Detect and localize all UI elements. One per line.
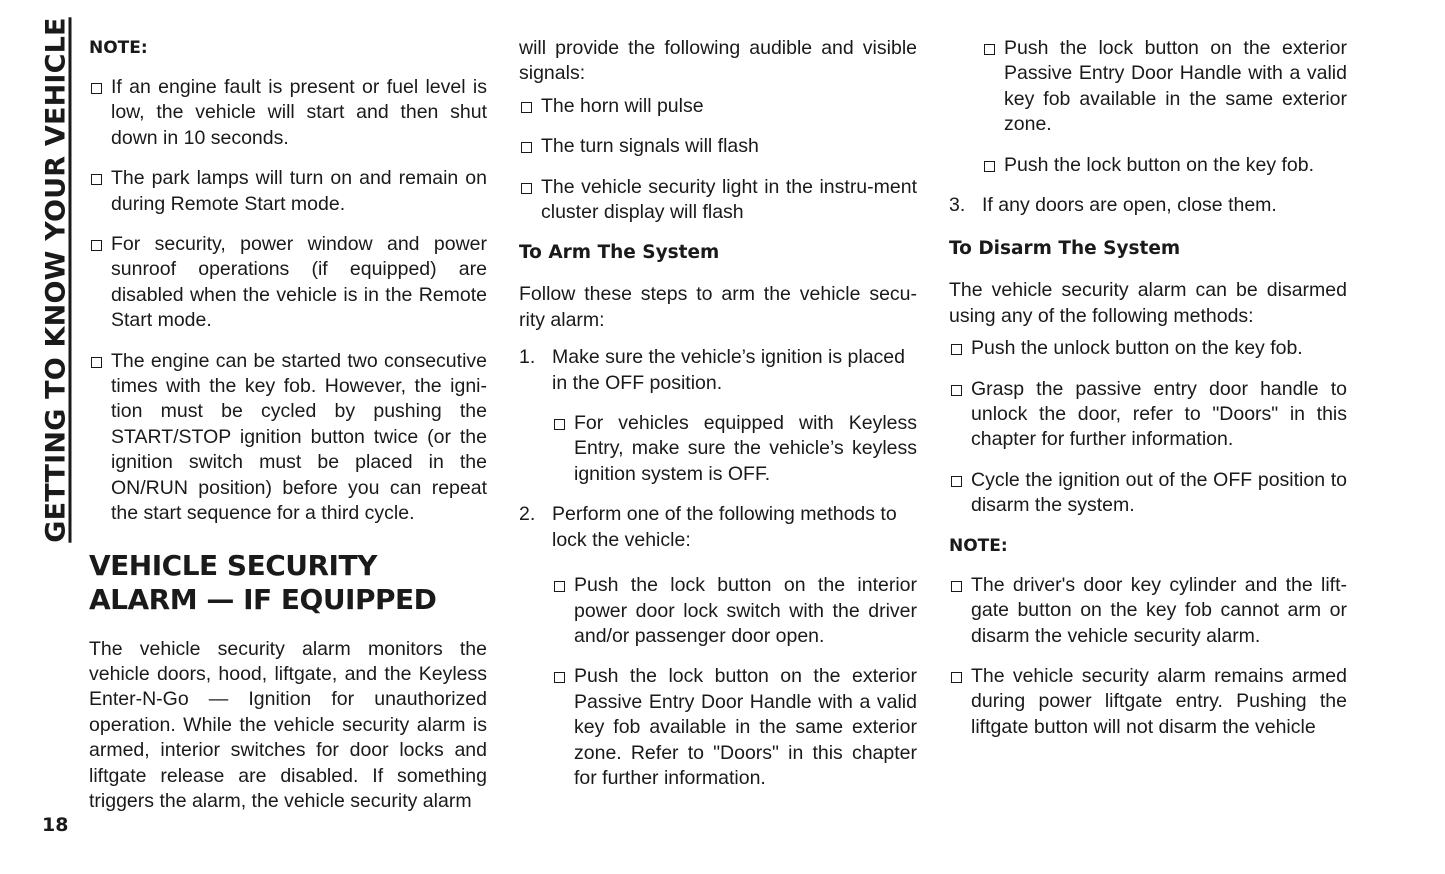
step-sub-bullet: Push the lock button on the exterior Passive Entry Door Handle with a valid key fob available in the same exterior zone. Refer to "Doors" in this chapter for further information. (552, 664, 917, 791)
disarm-bullet: Push the unlock button on the key fob. (949, 336, 1347, 361)
section-heading: VEHICLE SECURITY ALARM — IF EQUIPPED (89, 548, 437, 616)
note-label: NOTE: (89, 38, 148, 58)
step-sub-bullet: Push the lock button on the key fob. (982, 153, 1347, 178)
section-side-title (24, 17, 88, 543)
signal-bullet: The horn will pulse (519, 94, 917, 119)
note-bullet: The vehicle security alarm remains armed during power liftgate entry. Pushing the liftgate button will not disarm the vehicle (949, 664, 1347, 740)
disarm-bullet: Grasp the passive entry door handle to unlock the door, refer to "Doors" in this chapter for further information. (949, 377, 1347, 453)
side-title-text: GETTING TO KNOW YOUR VEHICLE (40, 17, 72, 543)
step-text: Make sure the vehicle’s ignition is placed in the OFF position. (552, 346, 905, 394)
column-2 (519, 36, 917, 806)
step-sub-bullet: For vehicles equipped with Keyless Entry, make sure the vehicle’s keyless ignition system is OFF. (552, 411, 917, 487)
subheading-arm: To Arm The System (519, 242, 720, 264)
step-item (519, 345, 917, 396)
body-paragraph: will provide the following audible and visible signals: (519, 37, 917, 85)
step-sub-bullet: Push the lock button on the interior power door lock switch with the driver and/or passenger door open. (552, 573, 917, 649)
page-number: 18 (42, 814, 69, 836)
note-bullet: If an engine fault is present or fuel level is low, the vehicle will start and then shut down in 10 seconds. (89, 75, 487, 151)
body-paragraph: The vehicle security alarm can be disarmed using any of the following methods: (949, 279, 1347, 327)
step-number: 1. (519, 346, 536, 369)
disarm-bullet: Cycle the ignition out of the OFF position to disarm the system. (949, 468, 1347, 519)
note-bullet: The engine can be started two consecutive times with the key fob. However, the igni-tion must be cycled by pushing the START/STOP ignition button twice (or the ignition switch must be placed in the ON/RUN position) before you can repeat the start sequence for a third cycle. (89, 349, 487, 527)
signal-bullet: The vehicle security light in the instru-ment cluster display will flash (519, 175, 917, 226)
note-label: NOTE: (949, 535, 1008, 556)
subheading-disarm: To Disarm The System (949, 238, 1181, 260)
body-paragraph: The vehicle security alarm monitors the vehicle doors, hood, liftgate, and the Keyless Enter-N-Go — Ignition for unauthorized operation. While the vehicle security alarm is armed, interior switches for door locks and liftgate release are disabled. If something triggers the alarm, the vehicle security alarm (89, 637, 487, 812)
signal-bullet: The turn signals will flash (519, 134, 917, 159)
note-bullet: The driver's door key cylinder and the lift-gate button on the key fob cannot arm or disarm the vehicle security alarm. (949, 573, 1347, 649)
body-paragraph: Follow these steps to arm the vehicle secu-rity alarm: (519, 283, 917, 331)
step-item (519, 502, 917, 553)
note-bullet: The park lamps will turn on and remain on during Remote Start mode. (89, 166, 487, 217)
step-text: Perform one of the following methods to lock the vehicle: (552, 503, 897, 551)
step-text: If any doors are open, close them. (982, 194, 1277, 217)
step-sub-bullet: Push the lock button on the exterior Passive Entry Door Handle with a valid key fob available in the same exterior zone. (982, 36, 1347, 138)
note-bullet: For security, power window and power sunroof operations (if equipped) are disabled when the vehicle is in the Remote Start mode. (89, 232, 487, 334)
step-number: 2. (519, 503, 536, 526)
step-item (949, 193, 1347, 218)
column-3 (949, 36, 1347, 755)
step-number: 3. (949, 194, 966, 217)
column-1 (89, 36, 487, 829)
